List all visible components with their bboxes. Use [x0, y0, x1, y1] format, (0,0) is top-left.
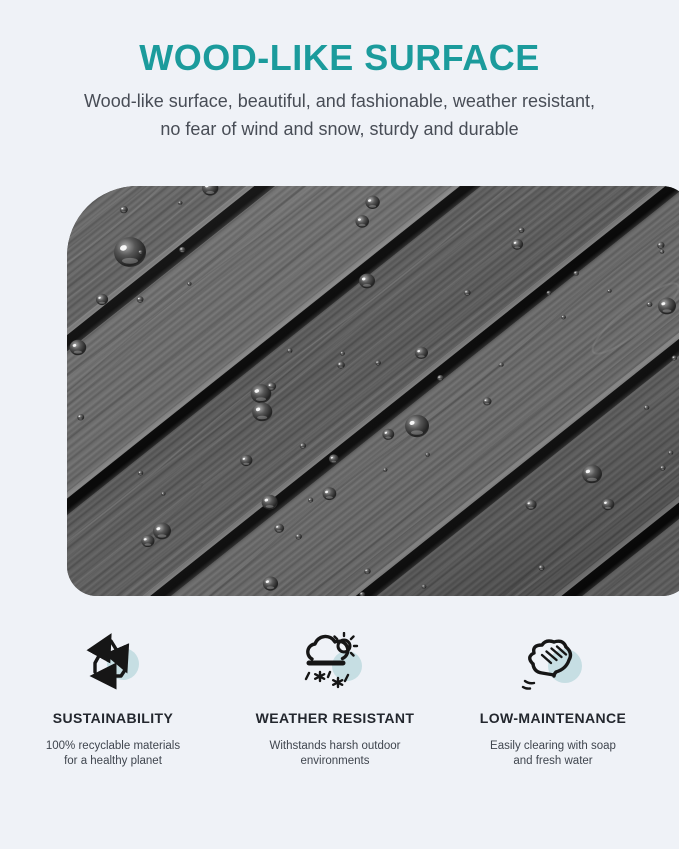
- subtitle-line-1: Wood-like surface, beautiful, and fashionable, weather resistant,: [84, 91, 595, 111]
- feature-low-maintenance: [453, 632, 653, 769]
- page-title: WOOD-LIKE SURFACE: [139, 37, 540, 78]
- feature-title: LOW-MAINTENANCE: [479, 710, 627, 726]
- subtitle: [0, 87, 679, 143]
- deck-photo: [67, 186, 679, 596]
- feature-title: SUSTAINABILITY: [52, 710, 174, 726]
- feature-weather-resistant: [235, 632, 435, 769]
- feature-title: WEATHER RESISTANT: [255, 710, 415, 726]
- feature-description: 100% recyclable materials for a healthy planet: [45, 740, 181, 767]
- feature-description: Withstands harsh outdoor environments: [269, 740, 401, 767]
- deck-photo-render: [67, 186, 679, 596]
- sun-cloud-snow-icon: [235, 632, 435, 694]
- feature-sustainability: [13, 632, 213, 769]
- recycle-icon: [13, 632, 213, 694]
- subtitle-line-2: no fear of wind and snow, sturdy and durable: [160, 119, 519, 139]
- wiping-hand-icon: [453, 632, 653, 694]
- feature-description: Easily clearing with soap and fresh water: [490, 740, 616, 767]
